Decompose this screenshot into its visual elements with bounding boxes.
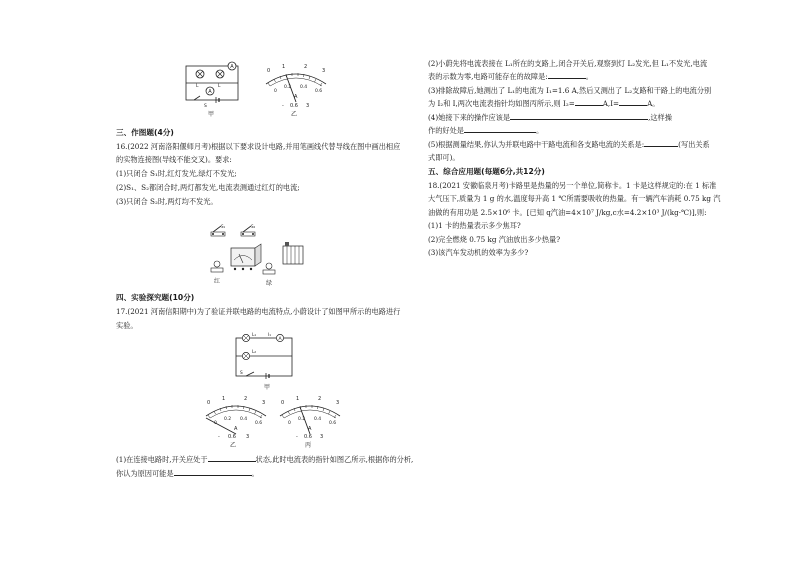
section5-title: 五、综合应用题(每题6分,共12分): [428, 167, 545, 176]
svg-text:L₁: L₁: [252, 333, 257, 338]
fig-label-jia-top: 甲: [208, 111, 215, 118]
q16-lamp-red-label: 红: [214, 278, 221, 285]
q17-sub1-end: 。: [251, 469, 259, 478]
svg-text:0.6: 0.6: [290, 103, 298, 109]
svg-text:0: 0: [288, 421, 291, 426]
q18-line1: 18.(2021 安徽临泉月考)卡路里是热量的另一个单位,简称卡。1 卡是这样规定的:在 1 标准: [428, 181, 717, 190]
q17-sub1-text-b: 状态,此时电流表的指针如图乙所示,根据你的分析,: [255, 455, 414, 464]
svg-text:3: 3: [320, 434, 324, 440]
ammeter-dial-top: [260, 62, 332, 110]
q18-line2: 大气压下,质量为 1 g 的水,温度每升高 1 ℃所需要吸收的热量。有一辆汽车消耗 0.75 kg 汽: [428, 194, 721, 203]
svg-text:1: 1: [296, 396, 300, 402]
svg-text:0.2: 0.2: [284, 85, 292, 90]
svg-text:L: L: [196, 84, 199, 89]
q17-sub4-blank2[interactable]: [464, 126, 536, 133]
svg-text:S₁: S₁: [221, 224, 226, 229]
svg-text:2: 2: [304, 64, 308, 70]
svg-text:L: L: [218, 84, 221, 89]
svg-text:0.2: 0.2: [224, 417, 232, 422]
q17-sub3-line1: (3)排除故障后,她测出了 L₁的电流为 I₁=1.6 A,然后又测出了 L₂支路和干路上的电流分别: [428, 86, 712, 95]
q17-sub2-line2: [428, 72, 593, 81]
q16-req1: (1)只闭合 S₁时,红灯发光,绿灯不发光;: [116, 169, 237, 178]
q17-fig-label-jia: 甲: [264, 384, 271, 391]
svg-text:0.4: 0.4: [240, 417, 248, 422]
q17-circuit-diagram: [232, 332, 302, 384]
svg-text:0.2: 0.2: [298, 417, 306, 422]
q17-line1: 17.(2021 河南信阳期中)为了验证并联电路的电流特点,小蔚设计了如图甲所示的电路进行: [116, 307, 401, 316]
q17-sub2-blank[interactable]: [548, 72, 586, 79]
q16-line1: 16.(2022 河南洛阳偃师月考)根据以下要求设计电路,并用笔画线代替导线在图中画出相应: [116, 142, 401, 151]
svg-text:3: 3: [322, 68, 326, 74]
svg-text:0: 0: [207, 400, 211, 406]
q17-sub5-blank[interactable]: [644, 140, 678, 147]
svg-text:A: A: [278, 337, 282, 342]
q17-sub2-line1: (2)小蔚先将电流表接在 L₁所在的支路上,闭合开关后,观察到灯 L₂发光,但 L₁不发光,电流: [428, 59, 708, 68]
svg-text:2: 2: [244, 396, 248, 402]
q17-sub5-line2: 式即可)。: [428, 153, 460, 162]
q17-sub4-mid: ,这样操: [648, 113, 672, 122]
q16-component-diagram: [205, 218, 315, 290]
q16-line2: 的实物连接图(导线不能交叉)。要求:: [116, 155, 232, 164]
q17-ammeter-dial-yi: [200, 394, 272, 440]
q17-sub5-line1: [428, 140, 710, 149]
q17-sub1-blank1[interactable]: [208, 455, 256, 462]
q17-sub1-line2: [116, 469, 259, 478]
q17-sub2-text-b: 表的示数为零,电路可能存在的故障是:: [428, 72, 548, 81]
svg-text:A: A: [308, 426, 312, 432]
q17-sub4-blank1[interactable]: [510, 113, 648, 120]
q17-fig-label-yi: 乙: [230, 442, 237, 449]
svg-text:3: 3: [336, 400, 340, 406]
q16-req2: (2)S₁、S₂都闭合时,两灯都发光,电流表测通过红灯的电流;: [116, 183, 300, 192]
q17-sub1-text-c: 你认为原因可能是: [116, 469, 174, 478]
svg-text:1: 1: [282, 64, 286, 70]
svg-text:0: 0: [274, 89, 277, 94]
q17-fig-label-bing: 丙: [305, 442, 312, 449]
svg-text:S₂: S₂: [251, 224, 256, 229]
section4-title: 四、实验探究题(10分): [116, 293, 195, 302]
q17-sub1-line1: [116, 455, 413, 464]
svg-text:0.6: 0.6: [315, 89, 323, 94]
q17-sub3-end: A。: [647, 99, 660, 108]
q17-sub4-text-b: 作的好处是: [428, 126, 464, 135]
q16-lamp-green-label: 绿: [266, 280, 273, 287]
q17-sub1-blank2[interactable]: [174, 469, 252, 476]
svg-text:1: 1: [222, 396, 226, 402]
q17-sub3-line2: [428, 99, 659, 108]
svg-text:0: 0: [281, 400, 285, 406]
svg-text:0.6: 0.6: [228, 434, 236, 440]
q17-sub4-text-a: (4)她接下来的操作应该是: [428, 113, 511, 122]
svg-text:A: A: [230, 64, 234, 70]
q17-sub5-mid: (写出关系: [678, 140, 710, 149]
q17-line2: 实验。: [116, 321, 138, 330]
svg-text:-: -: [282, 103, 284, 109]
svg-text:-: -: [296, 434, 298, 440]
q18-sub3: (3)该汽车发动机的效率为多少?: [428, 248, 529, 257]
q18-line3: 油做的有用功是 2.5×10⁶ 卡。[已知 q汽油=4×10⁷ J/kg,c水=4.2×10³ J/(kg·℃)],则:: [428, 208, 707, 217]
q17-sub4-end: 。: [535, 126, 544, 135]
svg-text:0.4: 0.4: [300, 85, 308, 90]
q17-sub3-mid: A,I=: [602, 99, 620, 108]
q17-sub4-line2: [428, 126, 543, 135]
q17-sub3-text-b: 为 I₂和 I,两次电流表指针均如图丙所示,则 I₂=: [428, 99, 575, 108]
q18-sub1: (1)1 卡的热量表示多少焦耳?: [428, 221, 521, 230]
section3-title: 三、作图题(4分): [116, 128, 174, 137]
svg-text:I₁: I₁: [268, 333, 271, 338]
svg-text:0: 0: [214, 421, 217, 426]
svg-text:3: 3: [306, 103, 310, 109]
fig-label-yi-top: 乙: [291, 111, 298, 118]
svg-text:3: 3: [246, 434, 250, 440]
q16-req3: (3)只闭合 S₂时,两灯均不发光。: [116, 197, 218, 206]
q17-sub4-line1: [428, 113, 672, 122]
svg-text:2: 2: [318, 396, 322, 402]
q17-sub1-text-a: (1)在连接电路时,开关应处于: [116, 455, 208, 464]
svg-text:L₂: L₂: [252, 350, 257, 355]
svg-text:A: A: [208, 89, 212, 95]
svg-text:0.4: 0.4: [314, 417, 322, 422]
svg-text:S: S: [240, 371, 243, 376]
q18-sub2: (2)完全燃烧 0.75 kg 汽油放出多少热量?: [428, 235, 561, 244]
svg-text:-: -: [218, 434, 220, 440]
svg-text:0.6: 0.6: [255, 421, 263, 426]
q17-sub3-blank2[interactable]: [619, 99, 647, 106]
svg-text:0.6: 0.6: [329, 421, 337, 426]
svg-text:A: A: [294, 94, 298, 100]
q17-ammeter-dial-bing: [274, 394, 346, 440]
svg-text:0: 0: [267, 68, 271, 74]
q17-sub3-blank1[interactable]: [575, 99, 603, 106]
svg-text:A: A: [234, 426, 238, 432]
circuit-diagram-top: [180, 58, 250, 118]
q17-sub2-end: 。: [585, 72, 593, 81]
q17-sub5-text-a: (5)根据测量结果,你认为并联电路中干路电流和各支路电流的关系是:: [428, 140, 645, 149]
svg-text:S: S: [204, 104, 207, 109]
svg-text:0.6: 0.6: [304, 434, 312, 440]
svg-text:3: 3: [262, 400, 266, 406]
